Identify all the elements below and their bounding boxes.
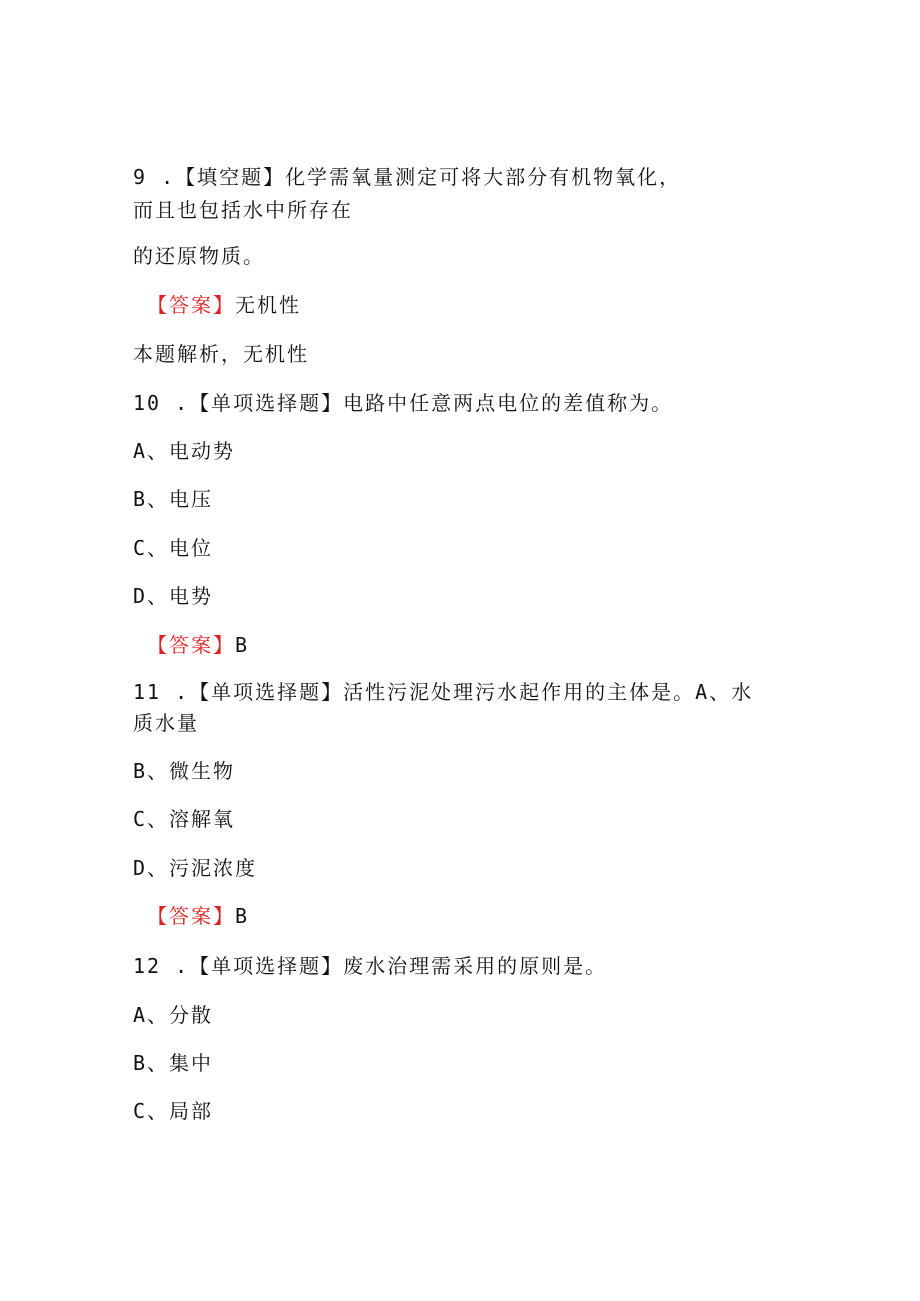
answer-tag: 【答案】 (147, 904, 235, 928)
q9-title-line2: 而且也包括水中所存在 (133, 198, 353, 222)
q9-title-line1: 9 .【填空题】化学需氧量测定可将大部分有机物氧化， (133, 165, 682, 189)
answer-value: B (235, 904, 250, 928)
answer-tag: 【答案】 (147, 633, 235, 657)
q9-answer (147, 293, 301, 317)
q11-option-b: B、微生物 (133, 759, 236, 783)
q12-option-b: B、集中 (133, 1051, 214, 1075)
q11-option-c: C、溶解氧 (133, 807, 236, 831)
q11-option-d: D、污泥浓度 (133, 856, 258, 880)
q10-option-b: B、电压 (133, 487, 214, 511)
answer-value: B (235, 633, 250, 657)
q10-option-a: A、电动势 (133, 439, 236, 463)
answer-tag: 【答案】 (147, 293, 235, 317)
q12-option-c: C、局部 (133, 1099, 214, 1123)
q10-option-c: C、电位 (133, 536, 214, 560)
answer-value: 无机性 (235, 293, 301, 317)
q11-title-line1: 11 .【单项选择题】活性污泥处理污水起作用的主体是。A、水 (133, 680, 754, 704)
q9-analysis: 本题解析，无机性 (133, 342, 309, 366)
q10-answer (147, 633, 249, 657)
q11-answer (147, 904, 249, 928)
q10-title: 10 .【单项选择题】电路中任意两点电位的差值称为。 (133, 391, 674, 415)
q9-title-line3: 的还原物质。 (133, 244, 265, 268)
q12-title: 12 .【单项选择题】废水治理需采用的原则是。 (133, 954, 608, 978)
q11-title-line2: 质水量 (133, 711, 199, 735)
q10-option-d: D、电势 (133, 584, 214, 608)
q12-option-a: A、分散 (133, 1003, 214, 1027)
